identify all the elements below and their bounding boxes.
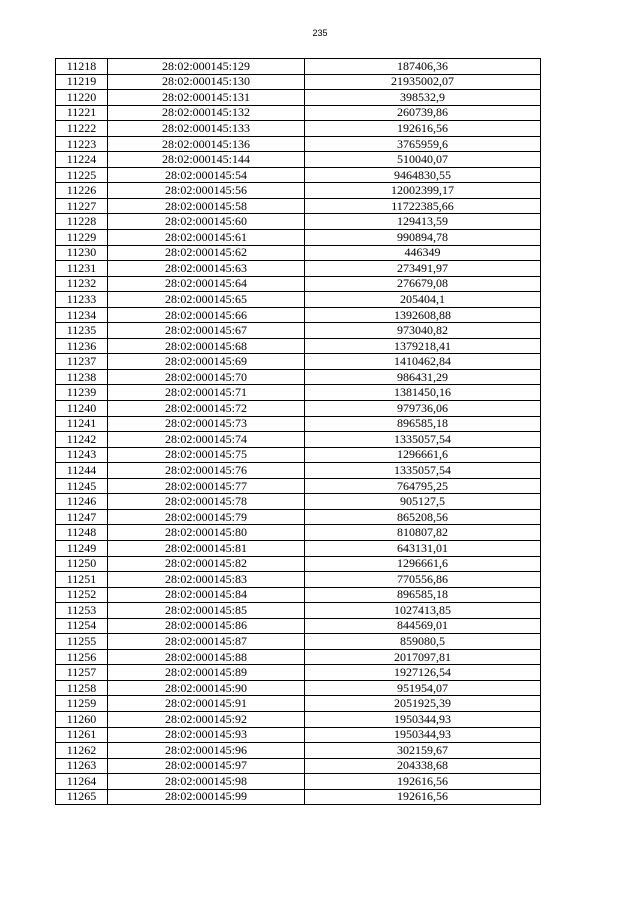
table-row xyxy=(56,478,541,494)
row-number-cell: 11238 xyxy=(56,369,108,385)
table-row xyxy=(56,338,541,354)
table-row xyxy=(56,183,541,199)
value-cell: 1927126,54 xyxy=(305,665,541,681)
cadastral-number-cell: 28:02:000145:75 xyxy=(108,447,305,463)
value-cell: 643131,01 xyxy=(305,540,541,556)
row-number-cell: 11252 xyxy=(56,587,108,603)
value-cell: 187406,36 xyxy=(305,59,541,75)
cadastral-number-cell: 28:02:000145:98 xyxy=(108,774,305,790)
value-cell: 3765959,6 xyxy=(305,136,541,152)
value-cell: 302159,67 xyxy=(305,743,541,759)
row-number-cell: 11253 xyxy=(56,603,108,619)
value-cell: 1410462,84 xyxy=(305,354,541,370)
row-number-cell: 11222 xyxy=(56,121,108,137)
value-cell: 896585,18 xyxy=(305,416,541,432)
row-number-cell: 11242 xyxy=(56,432,108,448)
value-cell: 951954,07 xyxy=(305,680,541,696)
value-cell: 1296661,6 xyxy=(305,556,541,572)
cadastral-number-cell: 28:02:000145:144 xyxy=(108,152,305,168)
row-number-cell: 11220 xyxy=(56,90,108,106)
cadastral-number-cell: 28:02:000145:81 xyxy=(108,540,305,556)
row-number-cell: 11228 xyxy=(56,214,108,230)
cadastral-number-cell: 28:02:000145:76 xyxy=(108,463,305,479)
value-cell: 510040,07 xyxy=(305,152,541,168)
value-cell: 446349 xyxy=(305,245,541,261)
table-row xyxy=(56,665,541,681)
value-cell: 1381450,16 xyxy=(305,385,541,401)
value-cell: 11722385,66 xyxy=(305,198,541,214)
cadastral-number-cell: 28:02:000145:70 xyxy=(108,369,305,385)
value-cell: 273491,97 xyxy=(305,261,541,277)
row-number-cell: 11233 xyxy=(56,292,108,308)
cadastral-number-cell: 28:02:000145:84 xyxy=(108,587,305,603)
row-number-cell: 11227 xyxy=(56,198,108,214)
value-cell: 810807,82 xyxy=(305,525,541,541)
table-row xyxy=(56,509,541,525)
table-row xyxy=(56,121,541,137)
row-number-cell: 11218 xyxy=(56,59,108,75)
cadastral-number-cell: 28:02:000145:80 xyxy=(108,525,305,541)
table-row xyxy=(56,758,541,774)
value-cell: 12002399,17 xyxy=(305,183,541,199)
table-row xyxy=(56,354,541,370)
parcel-value-table xyxy=(55,58,541,805)
value-cell: 865208,56 xyxy=(305,509,541,525)
table-row xyxy=(56,74,541,90)
table-row xyxy=(56,416,541,432)
cadastral-number-cell: 28:02:000145:82 xyxy=(108,556,305,572)
cadastral-number-cell: 28:02:000145:60 xyxy=(108,214,305,230)
table-row xyxy=(56,261,541,277)
row-number-cell: 11219 xyxy=(56,74,108,90)
table-row xyxy=(56,401,541,417)
row-number-cell: 11258 xyxy=(56,680,108,696)
table-row xyxy=(56,774,541,790)
cadastral-number-cell: 28:02:000145:91 xyxy=(108,696,305,712)
row-number-cell: 11234 xyxy=(56,307,108,323)
table-row xyxy=(56,167,541,183)
cadastral-number-cell: 28:02:000145:96 xyxy=(108,743,305,759)
table-row xyxy=(56,105,541,121)
value-cell: 276679,08 xyxy=(305,276,541,292)
value-cell: 896585,18 xyxy=(305,587,541,603)
value-cell: 973040,82 xyxy=(305,323,541,339)
cadastral-number-cell: 28:02:000145:54 xyxy=(108,167,305,183)
value-cell: 260739,86 xyxy=(305,105,541,121)
cadastral-number-cell: 28:02:000145:129 xyxy=(108,59,305,75)
table-row xyxy=(56,696,541,712)
table-row xyxy=(56,634,541,650)
row-number-cell: 11232 xyxy=(56,276,108,292)
row-number-cell: 11224 xyxy=(56,152,108,168)
cadastral-number-cell: 28:02:000145:66 xyxy=(108,307,305,323)
cadastral-number-cell: 28:02:000145:83 xyxy=(108,572,305,588)
table-row xyxy=(56,385,541,401)
table-row xyxy=(56,152,541,168)
row-number-cell: 11254 xyxy=(56,618,108,634)
value-cell: 21935002,07 xyxy=(305,74,541,90)
cadastral-number-cell: 28:02:000145:64 xyxy=(108,276,305,292)
row-number-cell: 11241 xyxy=(56,416,108,432)
table-row xyxy=(56,494,541,510)
value-cell: 1296661,6 xyxy=(305,447,541,463)
cadastral-number-cell: 28:02:000145:136 xyxy=(108,136,305,152)
cadastral-number-cell: 28:02:000145:69 xyxy=(108,354,305,370)
cadastral-number-cell: 28:02:000145:77 xyxy=(108,478,305,494)
value-cell: 1950344,93 xyxy=(305,727,541,743)
cadastral-number-cell: 28:02:000145:63 xyxy=(108,261,305,277)
row-number-cell: 11265 xyxy=(56,789,108,805)
cadastral-number-cell: 28:02:000145:85 xyxy=(108,603,305,619)
row-number-cell: 11259 xyxy=(56,696,108,712)
row-number-cell: 11245 xyxy=(56,478,108,494)
value-cell: 9464830,55 xyxy=(305,167,541,183)
cadastral-number-cell: 28:02:000145:71 xyxy=(108,385,305,401)
cadastral-number-cell: 28:02:000145:56 xyxy=(108,183,305,199)
value-cell: 398532,9 xyxy=(305,90,541,106)
table-row xyxy=(56,432,541,448)
row-number-cell: 11250 xyxy=(56,556,108,572)
table-row xyxy=(56,680,541,696)
cadastral-number-cell: 28:02:000145:97 xyxy=(108,758,305,774)
value-cell: 1379218,41 xyxy=(305,338,541,354)
row-number-cell: 11261 xyxy=(56,727,108,743)
row-number-cell: 11263 xyxy=(56,758,108,774)
table-row xyxy=(56,230,541,246)
table-row xyxy=(56,743,541,759)
value-cell: 1335057,54 xyxy=(305,432,541,448)
table-row xyxy=(56,245,541,261)
table-row xyxy=(56,789,541,805)
row-number-cell: 11236 xyxy=(56,338,108,354)
table-row xyxy=(56,59,541,75)
row-number-cell: 11264 xyxy=(56,774,108,790)
table-row xyxy=(56,323,541,339)
cadastral-number-cell: 28:02:000145:65 xyxy=(108,292,305,308)
cadastral-number-cell: 28:02:000145:79 xyxy=(108,509,305,525)
cadastral-number-cell: 28:02:000145:89 xyxy=(108,665,305,681)
value-cell: 2051925,39 xyxy=(305,696,541,712)
row-number-cell: 11225 xyxy=(56,167,108,183)
cadastral-number-cell: 28:02:000145:90 xyxy=(108,680,305,696)
table-row xyxy=(56,727,541,743)
value-cell: 764795,25 xyxy=(305,478,541,494)
value-cell: 2017097,81 xyxy=(305,649,541,665)
row-number-cell: 11231 xyxy=(56,261,108,277)
value-cell: 204338,68 xyxy=(305,758,541,774)
table-row xyxy=(56,307,541,323)
cadastral-number-cell: 28:02:000145:88 xyxy=(108,649,305,665)
cadastral-number-cell: 28:02:000145:132 xyxy=(108,105,305,121)
value-cell: 859080,5 xyxy=(305,634,541,650)
table-row xyxy=(56,136,541,152)
row-number-cell: 11239 xyxy=(56,385,108,401)
value-cell: 905127,5 xyxy=(305,494,541,510)
table-row xyxy=(56,556,541,572)
cadastral-number-cell: 28:02:000145:58 xyxy=(108,198,305,214)
table-row xyxy=(56,447,541,463)
row-number-cell: 11230 xyxy=(56,245,108,261)
row-number-cell: 11240 xyxy=(56,401,108,417)
cadastral-number-cell: 28:02:000145:133 xyxy=(108,121,305,137)
cadastral-number-cell: 28:02:000145:92 xyxy=(108,711,305,727)
table-row xyxy=(56,463,541,479)
table-row xyxy=(56,711,541,727)
row-number-cell: 11260 xyxy=(56,711,108,727)
cadastral-number-cell: 28:02:000145:72 xyxy=(108,401,305,417)
value-cell: 1392608,88 xyxy=(305,307,541,323)
table-row xyxy=(56,276,541,292)
value-cell: 986431,29 xyxy=(305,369,541,385)
row-number-cell: 11251 xyxy=(56,572,108,588)
value-cell: 1950344,93 xyxy=(305,711,541,727)
cadastral-number-cell: 28:02:000145:74 xyxy=(108,432,305,448)
row-number-cell: 11243 xyxy=(56,447,108,463)
cadastral-number-cell: 28:02:000145:87 xyxy=(108,634,305,650)
value-cell: 205404,1 xyxy=(305,292,541,308)
value-cell: 979736,06 xyxy=(305,401,541,417)
table-row xyxy=(56,525,541,541)
value-cell: 192616,56 xyxy=(305,789,541,805)
row-number-cell: 11262 xyxy=(56,743,108,759)
cadastral-number-cell: 28:02:000145:86 xyxy=(108,618,305,634)
cadastral-number-cell: 28:02:000145:73 xyxy=(108,416,305,432)
row-number-cell: 11235 xyxy=(56,323,108,339)
cadastral-number-cell: 28:02:000145:78 xyxy=(108,494,305,510)
table-row xyxy=(56,214,541,230)
value-cell: 990894,78 xyxy=(305,230,541,246)
row-number-cell: 11223 xyxy=(56,136,108,152)
value-cell: 1027413,85 xyxy=(305,603,541,619)
row-number-cell: 11221 xyxy=(56,105,108,121)
cadastral-number-cell: 28:02:000145:130 xyxy=(108,74,305,90)
row-number-cell: 11244 xyxy=(56,463,108,479)
row-number-cell: 11255 xyxy=(56,634,108,650)
row-number-cell: 11257 xyxy=(56,665,108,681)
table-row xyxy=(56,603,541,619)
table-body xyxy=(56,59,541,805)
table-row xyxy=(56,540,541,556)
cadastral-number-cell: 28:02:000145:131 xyxy=(108,90,305,106)
row-number-cell: 11229 xyxy=(56,230,108,246)
cadastral-number-cell: 28:02:000145:93 xyxy=(108,727,305,743)
cadastral-number-cell: 28:02:000145:68 xyxy=(108,338,305,354)
table-row xyxy=(56,618,541,634)
row-number-cell: 11256 xyxy=(56,649,108,665)
table-row xyxy=(56,649,541,665)
value-cell: 192616,56 xyxy=(305,121,541,137)
cadastral-number-cell: 28:02:000145:67 xyxy=(108,323,305,339)
value-cell: 844569,01 xyxy=(305,618,541,634)
table-row xyxy=(56,198,541,214)
value-cell: 129413,59 xyxy=(305,214,541,230)
cadastral-number-cell: 28:02:000145:62 xyxy=(108,245,305,261)
table-row xyxy=(56,369,541,385)
value-cell: 770556,86 xyxy=(305,572,541,588)
row-number-cell: 11226 xyxy=(56,183,108,199)
cadastral-number-cell: 28:02:000145:61 xyxy=(108,230,305,246)
row-number-cell: 11249 xyxy=(56,540,108,556)
cadastral-number-cell: 28:02:000145:99 xyxy=(108,789,305,805)
row-number-cell: 11248 xyxy=(56,525,108,541)
page-number: 235 xyxy=(312,28,328,38)
row-number-cell: 11246 xyxy=(56,494,108,510)
table-row xyxy=(56,90,541,106)
value-cell: 1335057,54 xyxy=(305,463,541,479)
table-row xyxy=(56,587,541,603)
table-row xyxy=(56,292,541,308)
value-cell: 192616,56 xyxy=(305,774,541,790)
row-number-cell: 11237 xyxy=(56,354,108,370)
row-number-cell: 11247 xyxy=(56,509,108,525)
table-row xyxy=(56,572,541,588)
